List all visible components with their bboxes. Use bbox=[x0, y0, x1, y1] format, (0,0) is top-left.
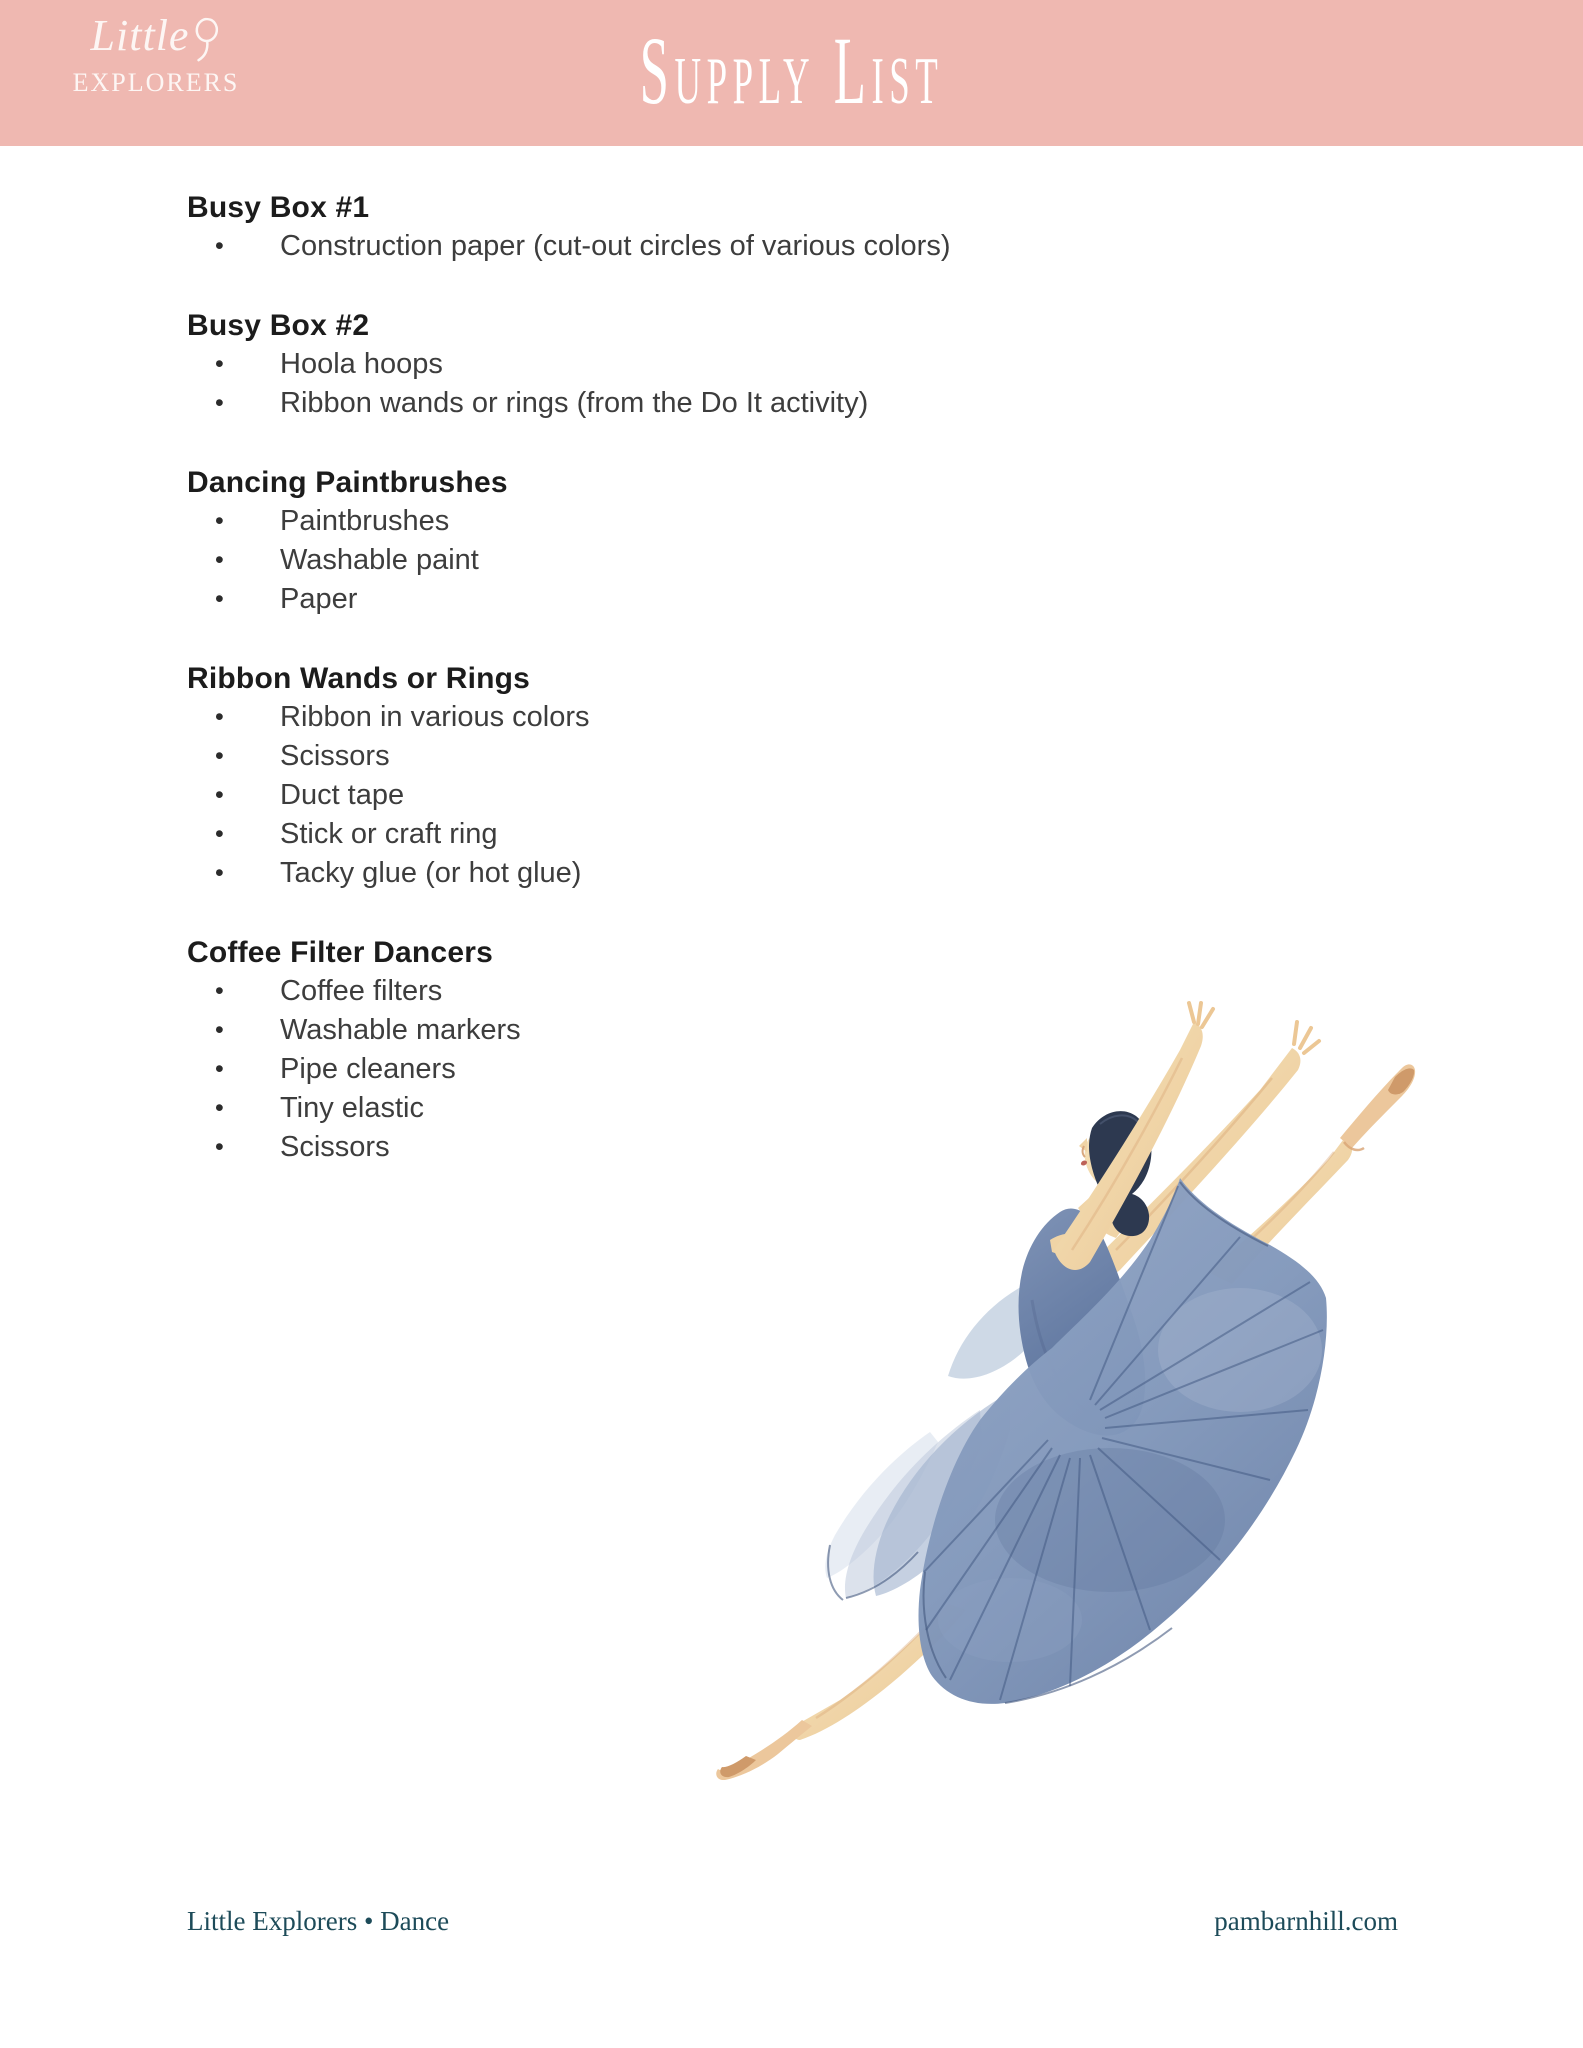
bullet-icon: • bbox=[215, 977, 224, 1005]
bullet-icon: • bbox=[215, 507, 224, 535]
section-heading: Dancing Paintbrushes bbox=[187, 466, 508, 499]
logo-word-explorers: EXPLORERS bbox=[72, 68, 240, 97]
list-item bbox=[187, 227, 1463, 266]
list-item-text: Ribbon in various colors bbox=[280, 701, 590, 733]
list-item-text: Tiny elastic bbox=[280, 1092, 424, 1124]
header-banner bbox=[0, 0, 1583, 146]
section-busy-box-2 bbox=[187, 306, 1463, 423]
list-item bbox=[187, 384, 1463, 423]
section-heading: Busy Box #1 bbox=[187, 191, 370, 224]
bullet-icon: • bbox=[215, 546, 224, 574]
list-item-text: Scissors bbox=[280, 1131, 390, 1163]
section-dancing-paintbrushes bbox=[187, 463, 1463, 619]
page-title: Supply List bbox=[639, 17, 944, 124]
bullet-icon: • bbox=[215, 703, 224, 731]
bullet-icon: • bbox=[215, 1094, 224, 1122]
section-busy-box-1 bbox=[187, 188, 1463, 266]
bullet-icon: • bbox=[215, 585, 224, 613]
section-heading: Busy Box #2 bbox=[187, 309, 370, 342]
bullet-icon: • bbox=[215, 350, 224, 378]
list-item bbox=[187, 776, 1463, 815]
list-item-text: Construction paper (cut-out circles of various colors) bbox=[280, 230, 951, 262]
section-heading: Ribbon Wands or Rings bbox=[187, 662, 531, 695]
bullet-icon: • bbox=[215, 1133, 224, 1161]
footer-course-label: Little Explorers • Dance bbox=[187, 1906, 450, 1936]
footer-website: pambarnhill.com bbox=[1214, 1906, 1398, 1936]
logo-top-row bbox=[66, 4, 246, 68]
list-item-text: Duct tape bbox=[280, 779, 405, 811]
list-item-text: Pipe cleaners bbox=[280, 1053, 456, 1085]
little-explorers-logo bbox=[66, 4, 246, 96]
list-item-text: Paintbrushes bbox=[280, 505, 450, 537]
list-item-text: Tacky glue (or hot glue) bbox=[280, 857, 582, 889]
list-item-text: Stick or craft ring bbox=[280, 818, 498, 850]
list-item-text: Hoola hoops bbox=[280, 348, 443, 380]
list-item bbox=[187, 815, 1463, 854]
magnifier-icon bbox=[188, 16, 225, 70]
list-item-text: Paper bbox=[280, 583, 358, 615]
bullet-icon: • bbox=[215, 1016, 224, 1044]
list-item-text: Coffee filters bbox=[280, 975, 443, 1007]
list-item-text: Scissors bbox=[280, 740, 390, 772]
page-footer bbox=[187, 1906, 1398, 1937]
list-item bbox=[187, 580, 1463, 619]
list-item bbox=[187, 698, 1463, 737]
logo-word-little: Little bbox=[90, 11, 190, 60]
bullet-icon: • bbox=[215, 232, 224, 260]
list-item bbox=[187, 854, 1463, 893]
section-ribbon-wands bbox=[187, 659, 1463, 893]
bullet-icon: • bbox=[215, 781, 224, 809]
list-item-text: Ribbon wands or rings (from the Do It activity) bbox=[280, 387, 869, 419]
bullet-icon: • bbox=[215, 742, 224, 770]
list-item bbox=[187, 737, 1463, 776]
list-item-text: Washable paint bbox=[280, 544, 479, 576]
list-item bbox=[187, 502, 1463, 541]
list-item-text: Washable markers bbox=[280, 1014, 521, 1046]
bullet-icon: • bbox=[215, 1055, 224, 1083]
list-item bbox=[187, 541, 1463, 580]
bullet-icon: • bbox=[215, 859, 224, 887]
section-heading: Coffee Filter Dancers bbox=[187, 936, 493, 969]
bullet-icon: • bbox=[215, 389, 224, 417]
list-item bbox=[187, 345, 1463, 384]
ballerina-illustration bbox=[680, 1000, 1420, 1780]
bullet-icon: • bbox=[215, 820, 224, 848]
